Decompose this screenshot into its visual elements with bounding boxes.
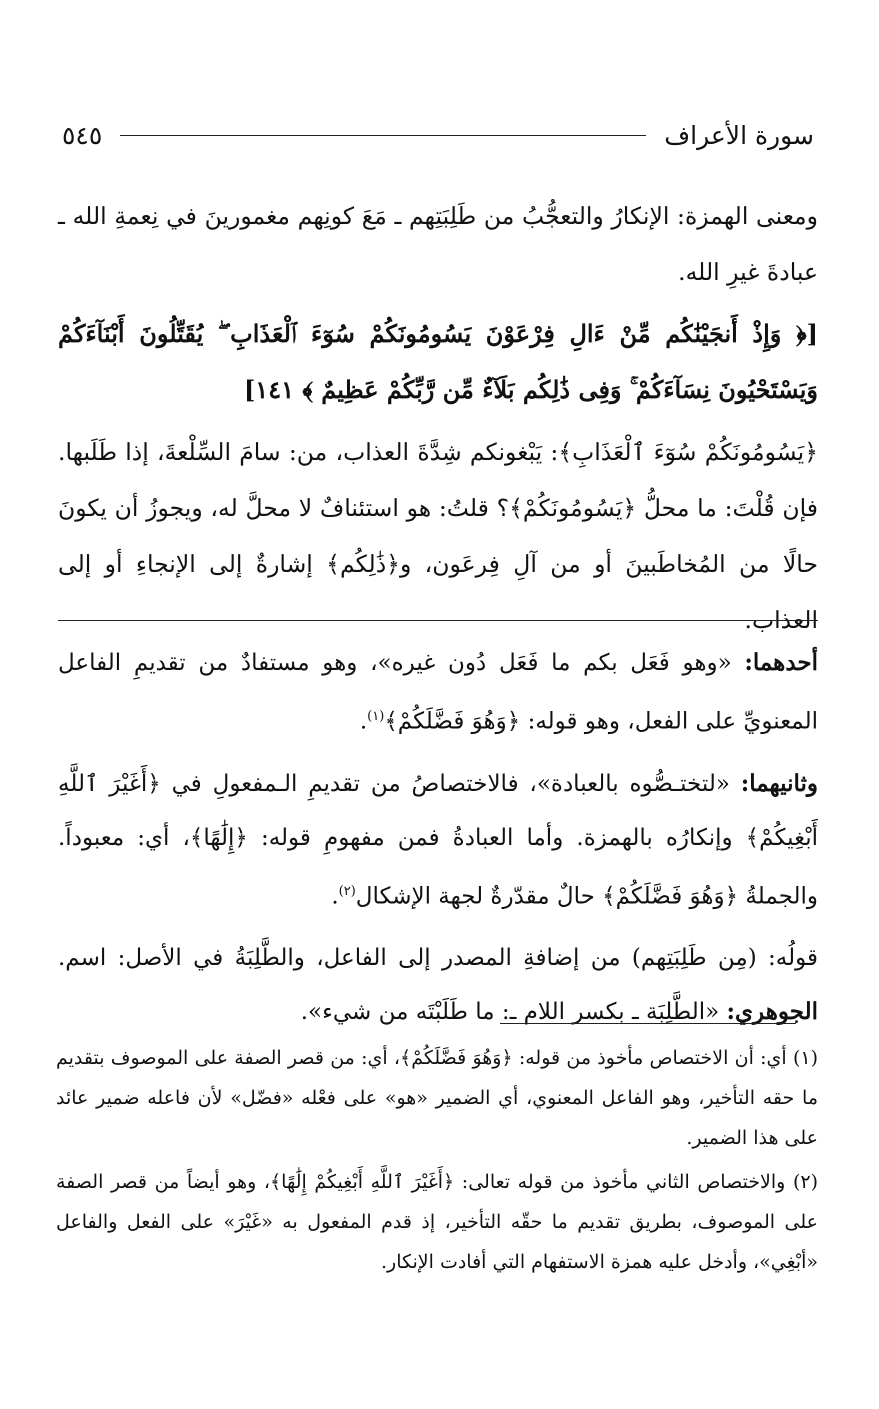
note-end-2: . [331,883,339,910]
commentary-notes [58,636,818,1047]
main-paragraph-1: ومعنى الهمزة: الإنكارُ والتعجُّبُ من طَلِبَتِهم ـ مَعَ كونِهم مغمورينَ في نِعمةِ الله ـ عبادةَ غيرِ الله. [58,202,818,286]
footnote-divider [500,1023,796,1024]
footnote-1: (١) أي: أن الاختصاص مأخوذ من قوله: ﴿وَهُوَ فَضَّلَكُمْ﴾، أي: من قصر الصفة على الموصوف بتقديم ما حقه التأخير، وهو الفاعل المعنوي، أي الضمير «هو» على فعْله «فضّل» لأن فاعله ضمير عائد على هذا الضمير. [56,1047,818,1149]
surah-title: سورة الأعراف [664,120,814,150]
footnote-2: (٢) والاختصاص الثاني مأخوذ من قوله تعالى: ﴿أَغَيْرَ ٱللَّهِ أَبْغِيكُمْ إِلَٰهًا﴾، وهو أيضاً من قصر الصفة على الموصوف، بطريق تقديم ما حقّه التأخير، إذ قدم المفعول به «غَيْرَ» على الفعل والفاعل «أبْغِي»، وأدخل عليه همزة الاستفهام التي أفادت الإنكار. [56,1171,818,1273]
note-text-1: «وهو فَعَل بكم ما فَعَل دُون غيره»، وهو مستفادٌ من تقديمِ الفاعل المعنويِّ على الفعل، وهو قوله: ﴿وَهُوَ فَضَّلَكُمْ﴾ [58,650,818,735]
main-paragraph-2: ﴿يَسُومُونَكُمْ سُوٓءَ ٱلْعَذَابِ﴾: يَبْغونكم شِدَّةَ العذاب، من: سامَ السِّلْعةَ، إذا طَلَبها. فإن قُلْتَ: ما محلُّ ﴿يَسُومُونَكُمْ﴾؟ قلتُ: هو استئنافٌ لا محلَّ له، ويجوزُ أن يكونَ حالًا من المُخاطَبينَ أو من آلِ فِرعَون، و﴿ذَٰلِكُم﴾ إشارةٌ إلى الإنجاءِ أو إلى العذاب. [58,438,818,634]
header-rule [120,135,646,136]
main-text [58,188,818,654]
note-end-3: «الطَّلِبَة ـ بكسر اللام ـ: ما طَلَبْتَه من شيء». [300,999,727,1026]
note-text-2: «لتختـصُّوه بالعبادة»، فالاختصاصُ من تقديمِ الـمفعولِ في ﴿أَغَيْرَ ٱللَّهِ أَبْغِيكُمْ﴾ وإنكارُه بالهمزة. وأما العبادةُ فمن مفهومِ قوله: ﴿إِلَٰهًا﴾، أي: معبوداً. والجملةُ ﴿وَهُوَ فَضَّلَكُمْ﴾ حالٌ مقدّرةٌ لجهة الإشكال [58,770,818,910]
footnote-ref-2[interactable]: (٢) [338,883,356,899]
note-text-3: قولُه: (مِن طَلِبَتِهم) من إضافةِ المصدر إلى الفاعل، والطَّلِبَةُ في الأصل: اسم. [58,945,818,972]
footnotes [56,1038,818,1286]
page-number: ٥٤٥ [62,120,103,150]
footnote-ref-1[interactable]: (١) [367,709,385,724]
note-end-1: . [359,708,368,735]
note-bold-3: الجوهري: [726,998,818,1026]
quran-verse: [﴿ وَإِذْ أَنجَيْنَٰكُم مِّنْ ءَالِ فِرْعَوْنَ يَسُومُونَكُمْ سُوٓءَ ٱلْعَذَابِ ۖ يُقَتِّلُونَ أَبْنَآءَكُمْ وَيَسْتَحْيُونَ نِسَآءَكُمْ ۚ وَفِى ذَٰلِكُم بَلَآءٌ مِّن رَّبِّكُمْ عَظِيمٌ ﴾ ١٤١] [58,319,818,404]
section-divider [58,620,818,621]
note-paragraph-2 [58,757,818,924]
page-header [62,112,814,158]
note-lead-2: وثانيهما: [740,769,818,797]
note-paragraph-1 [58,636,818,749]
note-lead-1: أحدهما: [744,649,818,676]
